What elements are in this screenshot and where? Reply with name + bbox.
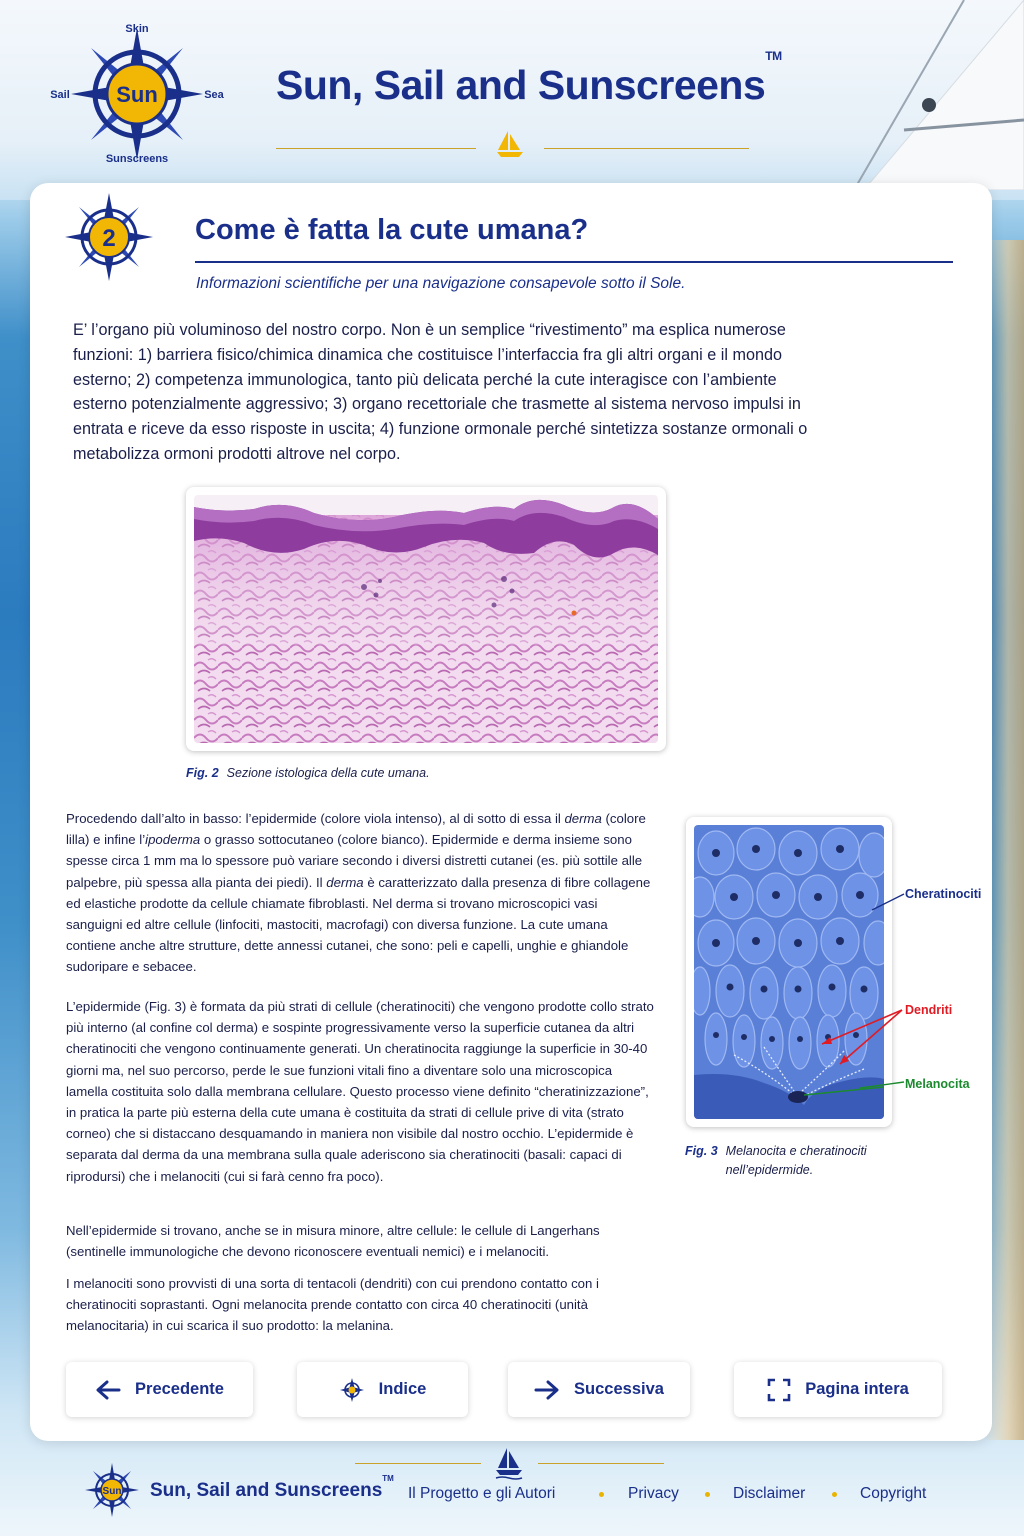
label-dendrites: Dendriti <box>905 1003 953 1017</box>
footer-rule-right <box>538 1463 664 1464</box>
label-melanocyte: Melanocita <box>905 1077 970 1091</box>
section-number-badge <box>64 192 154 282</box>
footer-rule-left <box>355 1463 481 1464</box>
compass-icon <box>339 1377 365 1403</box>
logo-center-text: Sun <box>116 82 158 107</box>
title-rule-left <box>276 148 476 149</box>
section-number: 2 <box>102 225 116 252</box>
footer-site-title: Sun, Sail and Sunscreens™ <box>150 1473 394 1501</box>
logo-top-text: Skin <box>125 23 149 35</box>
arrow-left-icon <box>95 1379 121 1401</box>
figure-2-caption: Fig. 2 Sezione istologica della cute umana. <box>186 766 430 780</box>
footer-link-privacy[interactable]: Privacy <box>628 1485 679 1502</box>
section-subtitle: Informazioni scientifiche per una navigazione consapevole sotto il Sole. <box>196 275 686 292</box>
next-button[interactable] <box>508 1362 690 1417</box>
sailboat-icon <box>494 128 526 160</box>
paragraph-dermis: Procedendo dall’alto in basso: l’epidermide (colore viola intenso), al di sotto di essa il derma (colore lilla) e infine l’ipoderma o grasso sottocutaneo (colore bianco). Epidermide e derma insieme sono spesse circa 1 mm ma lo spessore può variare secondo i diversi distretti cutanei (es. più sottile alle palpebre, più spessa alla pianta dei piedi). Il derma è caratterizzato dalla presenza di fibre collagene ed elastiche prodotte da cellule chiamate fibroblasti. Nel derma si trovano microscopici vasi sanguigni ed altre cellule (linfociti, mastociti, macrofagi) con diversa funzione. La cute umana contiene anche altre strutture, dette annessi cutanei, che sono: peli e capelli, unghie e ghiandole sudoripare e sebacee. <box>66 811 651 975</box>
footer-link-copyright[interactable]: Copyright <box>860 1485 927 1502</box>
figure-3-pointers <box>820 886 910 1106</box>
footer-link-disclaimer[interactable]: Disclaimer <box>733 1485 806 1502</box>
paragraph-epidermis: L’epidermide (Fig. 3) è formata da più strati di cellule (cheratinociti) che vengono prodotte collo strato più interno (al confine col derma) e sospinte progressivamente verso la superficie cutanea da altri cheratinociti che vengono continuamente generati. Un cheratinocita raggiunge la superficie in 30-40 giorni ma, nel suo percorso, perde le sue funzioni vitali fino a diventare solo una microscopica lamella costituita solo dalla membrana cellulare. Questo processo viene definito “cheratinizzazione”, in pratica la parte più esterna della cute umana è costituita da strati di cellule prive di vita (strato corneo) che si distaccano desquamando in maniera non visibile dal nostro occhio. L’epidermide è separata dal derma da una membrana sulla quale aderiscono sia cheratinociti (basali: capaci di riprodursi) che i melanociti (cui si farà cenno fra poco). <box>66 999 654 1184</box>
figure-3-label: Fig. 3 <box>685 1144 718 1158</box>
footer-compass-logo <box>84 1462 140 1518</box>
paragraph-langerhans: Nell’epidermide si trovano, anche se in misura minore, altre cellule: le cellule di Langerhans (sentinelle immunologiche che devono riconoscere eventuali nemici) e i melanociti. <box>66 1223 600 1260</box>
compass-logo <box>44 14 234 174</box>
intro-paragraph: E’ l’organo più voluminoso del nostro corpo. Non è un semplice “rivestimento” ma esplica numerose funzioni: 1) barriera fisico/chimica dinamica che costituisce l’interfaccia fra gli altri organi e il mondo esterno; 2) competenza immunologica, tanto più delicata perché la cute interagisce con l’ambiente esterno potenzialmente aggressivo; 3) organo recettoriale che trasmette al sistema nervoso impulsi in entrata e riceve da esso risposte in uscita; 4) funzione ormonale perché sintetizza sostanze ormonali o metabolizza ormoni prodotti altrove nel corpo. <box>73 321 808 463</box>
footer-separator-dot <box>705 1492 710 1497</box>
footer-sailboat-icon <box>494 1446 524 1480</box>
logo-right-text: Sea <box>204 89 224 101</box>
arrow-right-icon <box>534 1379 560 1401</box>
site-title: Sun, Sail and Sunscreens™ <box>276 49 782 108</box>
figure-2-histology <box>186 487 666 751</box>
sail-decoration <box>844 0 1024 190</box>
previous-button[interactable] <box>66 1362 253 1417</box>
previous-label: Precedente <box>135 1380 224 1398</box>
index-button[interactable] <box>297 1362 468 1417</box>
trademark: TM <box>765 49 782 64</box>
footer-logo-text: Sun <box>102 1486 122 1497</box>
footer-separator-dot <box>832 1492 837 1497</box>
fullpage-button[interactable] <box>734 1362 942 1417</box>
footer-link-project[interactable]: Il Progetto e gli Autori <box>408 1485 556 1502</box>
footer-trademark: TM <box>382 1473 394 1483</box>
figure-3-caption: Fig. 3 Melanocita e cheratinociti nell’epidermide. <box>685 1144 867 1177</box>
histology-image <box>194 495 658 743</box>
fullpage-label: Pagina intera <box>805 1380 909 1398</box>
label-keratinocytes: Cheratinociti <box>905 887 982 901</box>
section-title-rule <box>195 261 953 263</box>
section-title: Come è fatta la cute umana? <box>195 214 589 246</box>
fullscreen-icon <box>767 1378 791 1402</box>
figure-2-label: Fig. 2 <box>186 766 219 780</box>
logo-left-text: Sail <box>50 89 70 101</box>
title-rule-right <box>544 148 749 149</box>
footer-separator-dot <box>599 1492 604 1497</box>
index-label: Indice <box>378 1380 427 1398</box>
next-label: Successiva <box>574 1380 664 1398</box>
logo-bottom-text: Sunscreens <box>105 153 169 165</box>
paragraph-melanocytes: I melanociti sono provvisti di una sorta di tentacoli (dendriti) con cui prendono contatto con i cheratinociti soprastanti. Ogni melanocita prende contatto con circa 40 cheratinociti (unità melanocitaria) in cui scarica il suo prodotto: la melanina. <box>66 1276 599 1334</box>
